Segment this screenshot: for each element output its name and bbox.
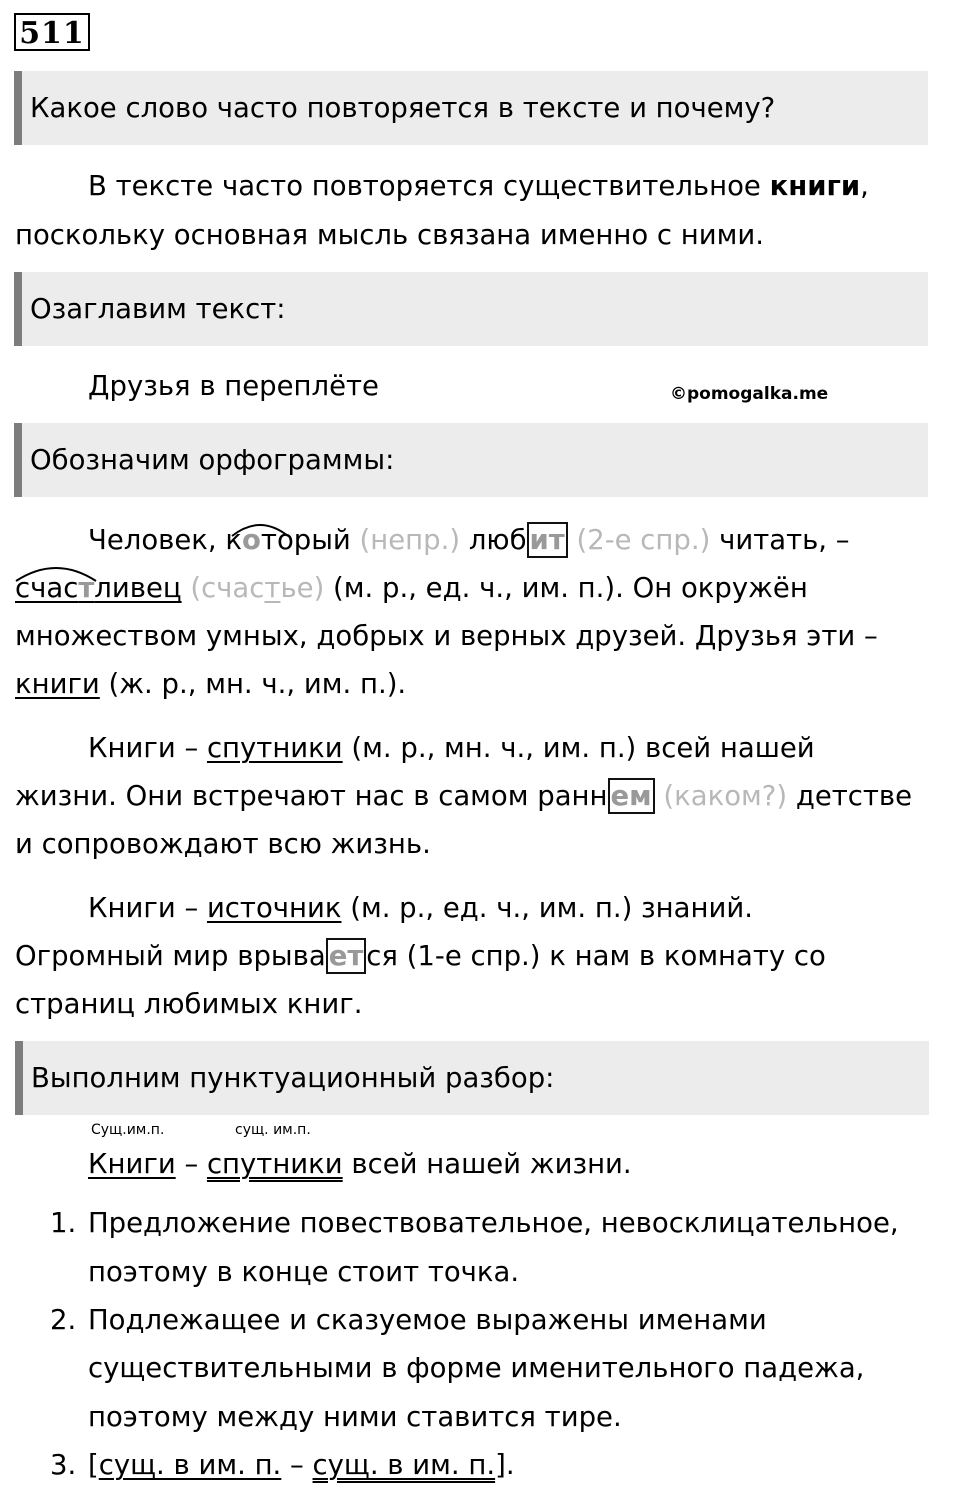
question-4-text: Выполним пунктуационный разбор: xyxy=(31,1062,555,1094)
question-header-2 xyxy=(14,272,928,346)
sentence-scheme: [сущ. в им. п. – сущ. в им. п.]. xyxy=(88,1449,515,1481)
p2-line-2: жизни. Они встречают нас в самом ранн ем (каком?) детстве xyxy=(15,780,913,812)
list-item-1-line-2: поэтому в конце стоит точка. xyxy=(88,1256,520,1288)
vowel-mark: о xyxy=(242,524,261,556)
p3-line-2: Огромный мир врыва ет ся (1-е спр.) к нам в комнату со xyxy=(15,940,826,972)
parsed-sentence: Книги – спутники всей нашей жизни. xyxy=(88,1148,632,1180)
question-header-4 xyxy=(15,1041,929,1115)
watermark: ©pomogalka.me xyxy=(670,384,829,404)
question-header-1 xyxy=(14,71,928,145)
list-item-3-number: 3. xyxy=(50,1449,77,1481)
p1-line-2: счастливец (счастье) (м. р., ед. ч., им. п.). Он окружён xyxy=(15,572,808,604)
question-3-text: Обозначим орфограммы: xyxy=(30,444,395,476)
p3-line-1: Книги – источник (м. р., ед. ч., им. п.) знаний. xyxy=(88,892,753,924)
question-2-text: Озаглавим текст: xyxy=(30,293,286,325)
p2-line-1: Книги – спутники (м. р., мн. ч., им. п.) всей нашей xyxy=(88,732,815,764)
ending-box: ет xyxy=(326,938,367,974)
keyword-books: книги xyxy=(769,170,861,202)
question-header-3 xyxy=(14,423,928,497)
task-number: 511 xyxy=(14,13,90,51)
predicate: спутники xyxy=(206,1148,343,1180)
list-item-2-line-3: поэтому между ними ставится тире. xyxy=(88,1401,622,1433)
list-item-2-number: 2. xyxy=(50,1304,77,1336)
subject: Книги xyxy=(88,1148,176,1180)
answer-1-line-1: В тексте часто повторяется существительное книги, xyxy=(88,170,869,202)
p1-line-4: книги (ж. р., мн. ч., им. п.). xyxy=(15,668,407,700)
p3-line-3: страниц любимых книг. xyxy=(15,988,363,1020)
p1-line-3: множеством умных, добрых и верных друзей. Друзья эти – xyxy=(15,620,878,652)
list-item-2-line-1: Подлежащее и сказуемое выражены именами xyxy=(88,1304,767,1336)
part-label-1: Сущ.им.п. xyxy=(91,1122,165,1138)
question-1-text: Какое слово часто повторяется в тексте и почему? xyxy=(30,92,776,124)
ending-box: ит xyxy=(527,522,568,558)
subject-underline: счастливец xyxy=(15,572,182,604)
title-answer: Друзья в переплёте xyxy=(88,370,379,402)
list-item-1-line-1: Предложение повествовательное, невосклицательное, xyxy=(88,1207,899,1239)
answer-1-line-2: поскольку основная мысль связана именно с ними. xyxy=(15,219,764,251)
p2-line-3: и сопровождают всю жизнь. xyxy=(15,828,431,860)
ending-box: ем xyxy=(608,778,655,814)
part-label-2: сущ. им.п. xyxy=(235,1122,311,1138)
list-item-1-number: 1. xyxy=(50,1207,77,1239)
p1-line-1: Человек, который (непр.) люб ит (2-е спр.) читать, – xyxy=(88,524,850,556)
list-item-2-line-2: существительными в форме именительного падежа, xyxy=(88,1352,865,1384)
